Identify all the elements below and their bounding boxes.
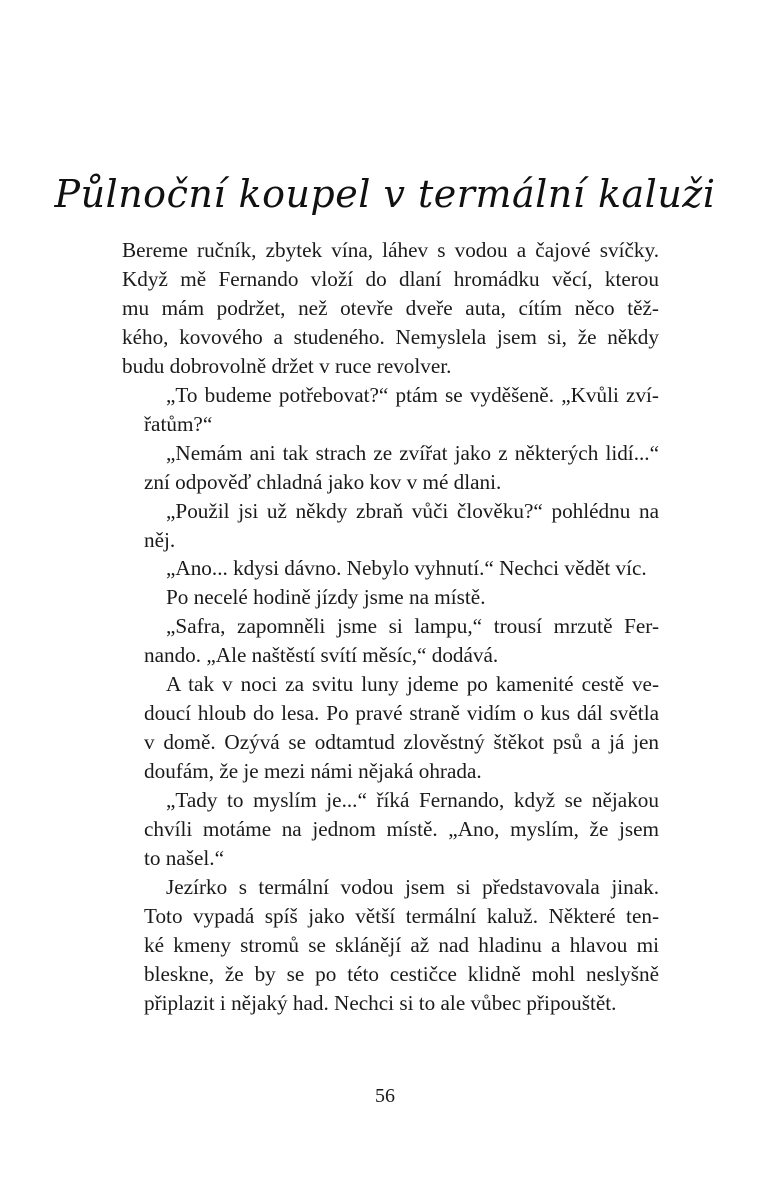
page-number: 56: [375, 1085, 395, 1107]
text-line: chvíli motáme na jednom místě. „Ano, myslím, že jsem: [144, 817, 659, 842]
text-line: „Ano... kdysi dávno. Nebylo vyhnutí.“ Nechci vědět víc.: [166, 556, 647, 581]
text-line: „Safra, zapomněli jsme si lampu,“ trousí mrzutě Fer-: [166, 614, 659, 639]
text-line: řatům?“: [144, 411, 213, 436]
text-line: „Nemám ani tak strach ze zvířat jako z některých lidí...“: [166, 440, 659, 465]
paragraph: [122, 497, 659, 555]
paragraph: [122, 381, 659, 439]
text-line: Když mě Fernando vloží do dlaní hromádku věcí, kterou: [122, 266, 659, 291]
text-line: doucí hloub do lesa. Po pravé straně vidím o kus dál světla: [144, 701, 659, 726]
text-line: něj.: [144, 527, 176, 552]
text-line: mu mám podržet, než otevře dveře auta, cítím něco těž-: [122, 295, 659, 320]
text-line: „Použil jsi už někdy zbraň vůči člověku?“ pohlédnu na: [166, 498, 659, 523]
text-line: Toto vypadá spíš jako větší termální kaluž. Některé ten-: [144, 903, 659, 928]
text-line: připlazit i nějaký had. Nechci si to ale vůbec připouštět.: [144, 990, 617, 1015]
paragraph: [122, 236, 659, 381]
text-line: Po necelé hodině jízdy jsme na místě.: [166, 585, 486, 610]
paragraph: [122, 786, 659, 873]
paragraph: [122, 670, 659, 786]
text-line: v domě. Ozývá se odtamtud zlověstný štěkot psů a já jen: [144, 730, 659, 755]
text-line: kého, kovového a studeného. Nemyslela jsem si, že někdy: [122, 324, 659, 349]
text-line: ké kmeny stromů se sklánějí až nad hladinu a hlavou mi: [144, 932, 659, 957]
paragraph: [122, 612, 659, 670]
text-line: budu dobrovolně držet v ruce revolver.: [122, 353, 452, 378]
text-line: „Tady to myslím je...“ říká Fernando, když se nějakou: [166, 788, 659, 813]
text-line: „To budeme potřebovat?“ ptám se vyděšeně. „Kvůli zví-: [166, 382, 659, 407]
text-line: zní odpověď chladná jako kov v mé dlani.: [144, 469, 502, 494]
paragraph: [122, 583, 659, 612]
text-line: A tak v noci za svitu luny jdeme po kamenité cestě ve-: [166, 672, 659, 697]
text-line: doufám, že je mezi námi nějaká ohrada.: [144, 759, 482, 784]
text-line: bleskne, že by se po této cestičce klidně mohl neslyšně: [144, 961, 659, 986]
chapter-title: Půlnoční koupel v termální kaluži: [54, 172, 716, 216]
text-line: to našel.“: [144, 846, 225, 871]
text-line: Bereme ručník, zbytek vína, láhev s vodou a čajové svíčky.: [122, 238, 659, 262]
text-line: nando. „Ale naštěstí svítí měsíc,“ dodává.: [144, 643, 499, 668]
text-line: Jezírko s termální vodou jsem si představovala jinak.: [166, 874, 659, 899]
paragraph: [122, 873, 659, 1018]
body-text: [122, 236, 659, 1018]
paragraph: [122, 554, 659, 583]
paragraph: [122, 439, 659, 497]
